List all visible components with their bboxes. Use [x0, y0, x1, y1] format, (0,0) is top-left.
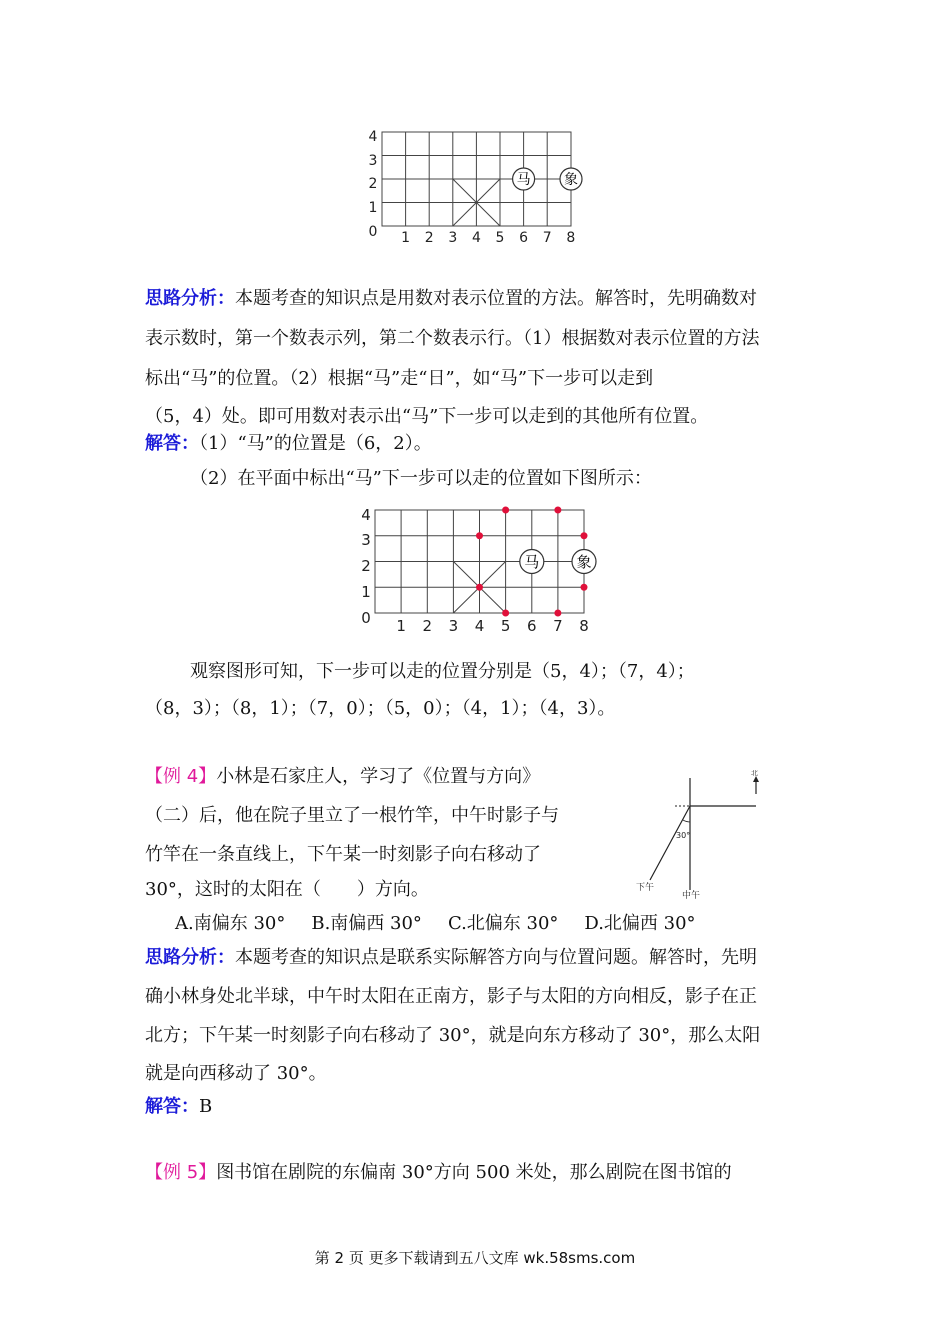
grid-figure-1	[360, 122, 590, 248]
analysis-label: 思路分析：	[145, 947, 235, 968]
answer-label: 解答：	[145, 1096, 199, 1117]
piece-label: 马	[516, 172, 531, 188]
shadow-diagram	[630, 770, 780, 900]
marked-point	[502, 507, 509, 514]
grid-2-elephant-piece	[572, 550, 596, 574]
y-tick: 3	[368, 153, 378, 169]
x-tick: 1	[396, 617, 406, 635]
answer-1-line-1: 解答：（1）“马”的位置是（6，2）。	[145, 433, 432, 454]
grid-1-horse-piece	[513, 168, 535, 190]
marked-point	[581, 532, 588, 539]
analysis-2-line-3: 北方；下午某一时刻影子向右移动了 30°，就是向东方移动了 30°，那么太阳	[145, 1025, 761, 1046]
grid-1-y-ticks	[369, 129, 378, 240]
x-tick: 2	[422, 617, 433, 635]
analysis-1-line-4: （5，4）处。即可用数对表示出“马”下一步可以走到的其他所有位置。	[145, 406, 709, 427]
example-4-line-1: 【例 4】小林是石家庄人，学习了《位置与方向》	[145, 766, 541, 787]
noon-label: 中午	[682, 891, 701, 900]
y-tick: 4	[361, 506, 371, 524]
marked-point	[554, 610, 561, 617]
marked-point	[476, 532, 483, 539]
observation-line-2: （8，3）；（8，1）；（7，0）；（5，0）；（4，1）；（4，3）。	[145, 698, 616, 719]
answer-value: B	[199, 1096, 213, 1117]
x-tick: 3	[448, 617, 459, 635]
x-tick: 6	[519, 230, 529, 246]
y-tick: 1	[368, 200, 378, 216]
north-label: 北	[751, 770, 758, 777]
x-tick: 6	[527, 617, 537, 635]
analysis-1-line-1: 思路分析：本题考查的知识点是用数对表示位置的方法。解答时，先明确数对	[145, 288, 757, 309]
analysis-1-line-3: 标出“马”的位置。（2）根据“马”走“日”，如“马”下一步可以走到	[145, 368, 654, 389]
x-tick: 1	[401, 230, 411, 246]
example-4-line-3: 竹竿在一条直线上，下午某一时刻影子向右移动了	[145, 844, 541, 865]
x-tick: 5	[500, 617, 511, 635]
y-tick: 0	[361, 609, 371, 627]
grid-2-lines	[375, 510, 584, 613]
grid-2-y-ticks	[361, 506, 371, 627]
x-tick: 4	[474, 617, 485, 635]
grid-1-x-ticks	[401, 230, 575, 246]
grid-2-horse-piece	[520, 550, 544, 574]
x-tick: 8	[579, 617, 589, 635]
option-b: B.南偏西 30°	[311, 913, 422, 934]
y-tick: 1	[361, 583, 371, 601]
x-tick: 4	[471, 230, 481, 246]
piece-label: 马	[524, 553, 540, 571]
piece-label: 象	[576, 553, 592, 571]
y-tick: 3	[361, 531, 371, 549]
grid-figure-2	[353, 498, 603, 636]
analysis-2-line-2: 确小林身处北半球，中午时太阳在正南方，影子与太阳的方向相反，影子在正	[145, 986, 757, 1007]
analysis-label: 思路分析：	[145, 288, 235, 309]
piece-label: 象	[564, 172, 578, 188]
grid-1-elephant-piece	[560, 168, 582, 190]
marked-point	[581, 584, 588, 591]
example-4-line-4: 30°，这时的太阳在（ ）方向。	[145, 879, 429, 900]
x-tick: 2	[424, 230, 434, 246]
afternoon-label: 下午	[636, 883, 655, 893]
option-c: C.北偏东 30°	[447, 913, 559, 934]
y-tick: 0	[368, 224, 378, 240]
option-d: D.北偏西 30°	[584, 913, 696, 934]
answer-label: 解答：	[145, 433, 199, 454]
example-5-line-1: 【例 5】图书馆在剧院的东偏南 30°方向 500 米处，那么剧院在图书馆的	[145, 1162, 732, 1183]
grid-1-lines	[382, 132, 571, 226]
y-tick: 4	[368, 129, 378, 145]
observation-line-1: 观察图形可知，下一步可以走的位置分别是（5，4）；（7，4）；	[190, 661, 695, 682]
x-tick: 7	[553, 617, 563, 635]
x-tick: 5	[495, 230, 505, 246]
x-tick: 3	[448, 230, 458, 246]
marked-point	[476, 584, 483, 591]
example-5-tag: 【例 5】	[145, 1162, 217, 1183]
example-4-line-2: （二）后，他在院子里立了一根竹竿，中午时影子与	[145, 805, 559, 826]
angle-label: 30°	[676, 831, 691, 840]
marked-point	[554, 507, 561, 514]
grid-2-x-ticks	[396, 617, 588, 635]
y-tick: 2	[368, 176, 378, 192]
analysis-2-line-4: 就是向西移动了 30°。	[145, 1063, 327, 1084]
y-tick: 2	[361, 557, 371, 575]
x-tick: 8	[566, 230, 576, 246]
analysis-2-line-1: 思路分析：本题考查的知识点是联系实际解答方向与位置问题。解答时，先明	[145, 947, 757, 968]
answer-1-line-2: （2）在平面中标出“马”下一步可以走的位置如下图所示：	[190, 468, 652, 489]
page-footer: 第 2 页 更多下载请到五八文库 wk.58sms.com	[314, 1249, 636, 1267]
analysis-1-line-2: 表示数时，第一个数表示列，第二个数表示行。（1）根据数对表示位置的方法	[145, 328, 760, 349]
example-4-options	[175, 912, 696, 936]
answer-2-line	[145, 1095, 212, 1119]
marked-point	[502, 610, 509, 617]
option-a: A.南偏东 30°	[175, 913, 286, 934]
example-4-tag: 【例 4】	[145, 766, 217, 787]
x-tick: 7	[542, 230, 552, 246]
